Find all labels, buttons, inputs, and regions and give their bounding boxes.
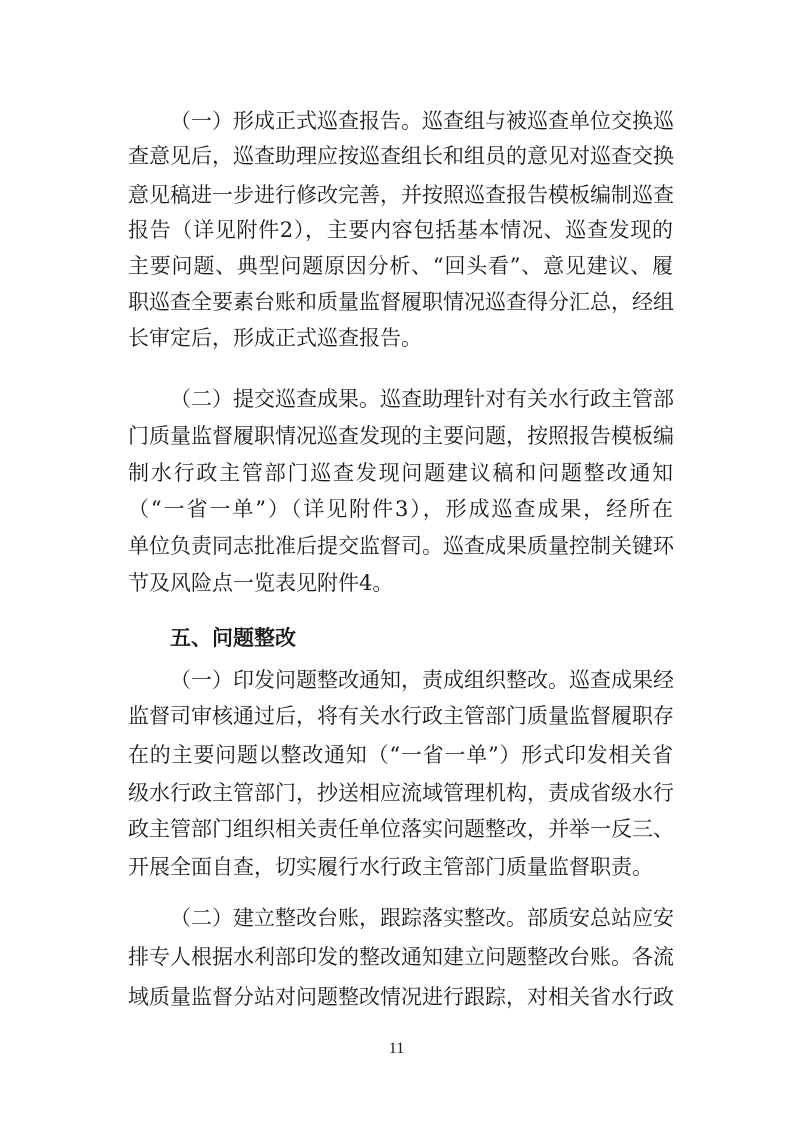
- paragraph-line: 单位负责同志批准后提交监督司。巡查成果质量控制关键环: [128, 534, 674, 558]
- paragraph-line: 意见稿进一步进行修改完善，并按照巡查报告模板编制巡查: [128, 183, 674, 207]
- paragraph-line: 报告（详见附件2），主要内容包括基本情况、巡查发现的: [128, 218, 673, 242]
- paragraph-line: 主要问题、典型问题原因分析、“回头看”、意见建议、履: [128, 254, 673, 278]
- page-number: 11: [388, 1040, 405, 1057]
- paragraph-line: （一）印发问题整改通知，责成组织整改。巡查成果经: [170, 668, 674, 692]
- paragraph-line: 制水行政主管部门巡查发现问题建议稿和问题整改通知: [128, 461, 673, 485]
- paragraph-line: 长审定后，形成正式巡查报告。: [128, 326, 422, 350]
- paragraph-line: 监督司审核通过后，将有关水行政主管部门质量监督履职存: [128, 704, 674, 728]
- paragraph-line: 排专人根据水利部印发的整改通知建立问题整改台账。各流: [128, 945, 674, 969]
- paragraph-line: 查意见后，巡查助理应按巡查组长和组员的意见对巡查交换: [128, 144, 674, 168]
- paragraph-line: 域质量监督分站对问题整改情况进行跟踪，对相关省水行政: [128, 985, 674, 1009]
- paragraph-line: 门质量监督履职情况巡查发现的主要问题，按照报告模板编: [128, 424, 674, 448]
- paragraph-line: 级水行政主管部门，抄送相应流域管理机构，责成省级水行: [128, 781, 674, 805]
- paragraph-line: （一）形成正式巡查报告。巡查组与被巡查单位交换巡: [170, 109, 674, 133]
- paragraph-line: 职巡查全要素台账和质量监督履职情况巡查得分汇总，经组: [128, 290, 674, 314]
- paragraph-line: 政主管部门组织相关责任单位落实问题整改，并举一反三、: [128, 817, 674, 841]
- paragraph-line: （二）提交巡查成果。巡查助理针对有关水行政主管部: [170, 387, 674, 411]
- paragraph-line: （二）建立整改台账，跟踪落实整改。部质安总站应安: [170, 906, 674, 930]
- section-heading: 五、问题整改: [170, 626, 296, 650]
- paragraph-line: 节及风险点一览表见附件4。: [128, 571, 394, 595]
- paragraph-line: 在的主要问题以整改通知（“一省一单”）形式印发相关省: [128, 743, 673, 767]
- paragraph-line: （“一省一单”）（详见附件3），形成巡查成果，经所在: [128, 497, 673, 521]
- paragraph-line: 开展全面自查，切实履行水行政主管部门质量监督职责。: [128, 855, 653, 879]
